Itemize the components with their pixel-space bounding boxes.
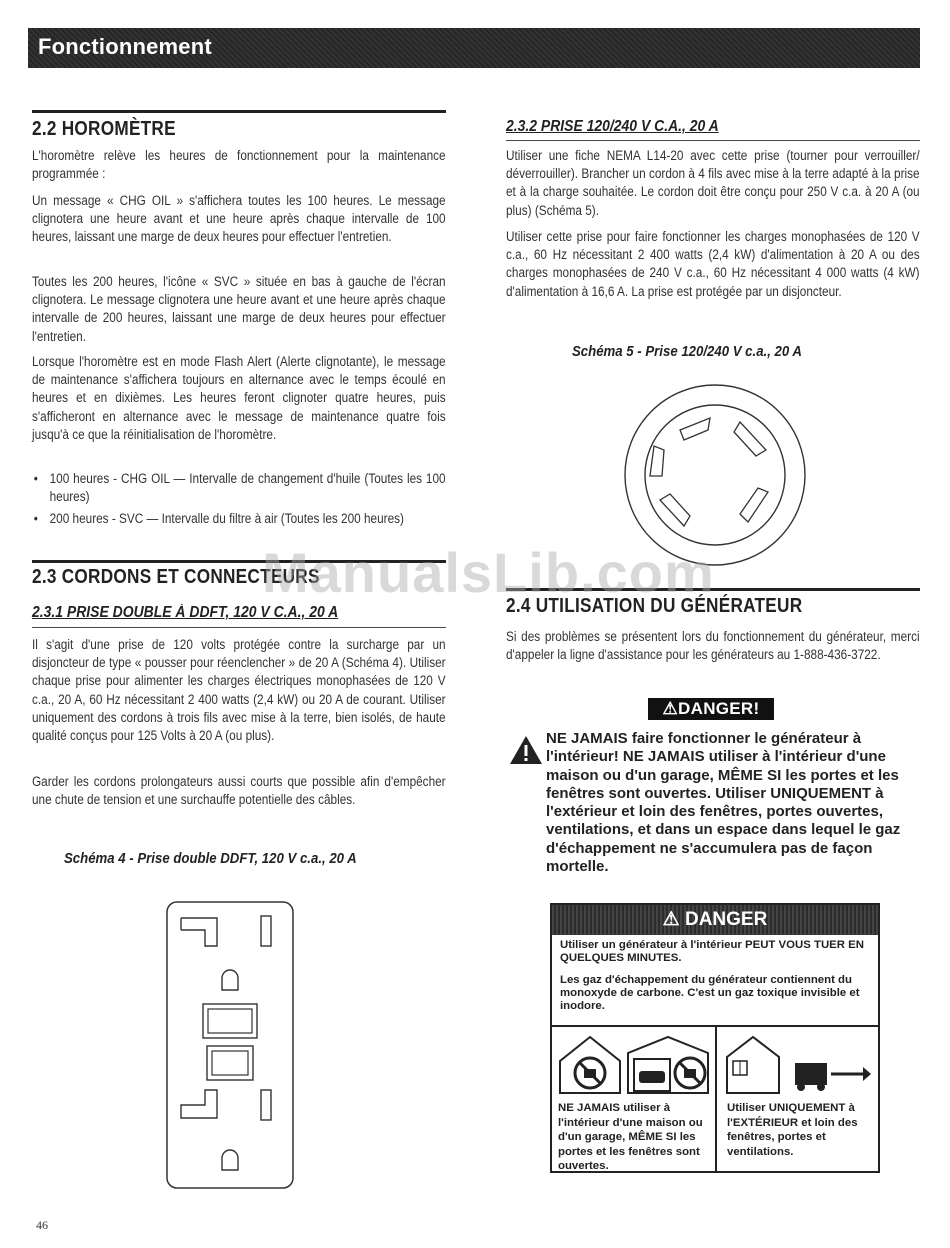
list-item: • 100 heures - CHG OIL — Intervalle de changement d'huile (Toutes les 100 heures) — [32, 470, 446, 506]
gfci-receptacle-figure — [165, 900, 295, 1190]
horometre-paragraph-3: Toutes les 200 heures, l'icône « SVC » située en bas à gauche de l'écran clignotera. Le message clignotera une heure avant et une heure après chaque intervalle de 200 heures, laissant une marge de deux heures pour effectuer l'entretien. — [32, 274, 446, 344]
outdoor-use-icon — [723, 1031, 873, 1097]
heading-horometre: 2.2 HOROMÈTRE — [32, 118, 176, 140]
danger-box-line-1: Utiliser un générateur à l'intérieur PEUT VOUS TUER EN QUELQUES MINUTES. — [560, 939, 864, 964]
watermark: ManualsLib.com — [262, 541, 715, 604]
section-rule — [32, 110, 446, 113]
subsection-rule — [506, 140, 920, 141]
subsection-rule — [32, 627, 446, 628]
danger-badge: ⚠DANGER! — [648, 698, 774, 720]
danger-box-body — [552, 935, 878, 1026]
heading-utilisation: 2.4 UTILISATION DU GÉNÉRATEUR — [506, 595, 803, 617]
subheading-prise-120-240: 2.3.2 PRISE 120/240 V C.A., 20 A — [506, 118, 719, 135]
prise-120-240-paragraph-2: Utiliser cette prise pour faire fonctionner les charges monophasées de 120 V c.a., 60 Hz nécessitant 2 400 watts (2,4 kW) d'alimentation à 20 A ou des charges monophasées de 240 V c.a., 60 Hz nécessitant 4 000 watts (4 kW) d'alimentation à 16,6 A. La prise est protégée par un disjoncteur. — [506, 229, 920, 299]
danger-box-title: ⚠ DANGER — [552, 905, 878, 935]
prise-double-paragraph-1: Il s'agit d'une prise de 120 volts protégée contre la surcharge par un disjoncteur de type « pousser pour réenclencher » de 20 A (Schéma 4). Utiliser chaque prise pour alimenter les charges électriques monophasées de 120 V c.a., 20 A, 60 Hz nécessitant 2 400 watts (2,4 kW) ou 20 A de courant. Utiliser uniquement des cordons à trois fils avec mise à la terre, bien isolés, de haute qualité conçus pour 125 Volts à 20 A (ou plus). — [32, 637, 446, 744]
danger-panel-indoor-text: NE JAMAIS utiliser à l'intérieur d'une maison ou d'un garage, MÊME SI les portes et les fenêtres sont ouvertes. — [558, 1102, 703, 1172]
horometre-paragraph-2: Un message « CHG OIL » s'affichera toutes les 100 heures. Le message clignotera une heure avant et une heure après chaque intervalle de 100 heures, laissant une marge de deux heures pour effectuer l'entretien. — [32, 193, 446, 245]
utilisation-paragraph: Si des problèmes se présentent lors du fonctionnement du générateur, merci d'appeler la ligne d'assistance pour les générateurs au 1-888-436-3722. — [506, 629, 920, 663]
list-item: • 200 heures - SVC — Intervalle du filtre à air (Toutes les 200 heures) — [32, 510, 446, 528]
schema-4-caption: Schéma 4 - Prise double DDFT, 120 V c.a., 20 A — [64, 850, 357, 867]
warning-triangle-icon — [508, 734, 544, 766]
schema-5-caption: Schéma 5 - Prise 120/240 V c.a., 20 A — [572, 343, 802, 360]
danger-panel-indoor — [552, 1027, 717, 1173]
page-number: 46 — [36, 1218, 48, 1232]
subheading-prise-double: 2.3.1 PRISE DOUBLE À DDFT, 120 V C.A., 20 A — [32, 604, 339, 621]
danger-box-panels — [552, 1025, 878, 1171]
danger-warning-text: NE JAMAIS faire fonctionner le générateur à l'intérieur! NE JAMAIS utiliser à l'intérieur d'une maison ou d'un garage, MÊME SI les portes et les fenêtres sont ouvertes. Utiliser UNIQUEMENT à l'extérieur et loin des fenêtres, portes ouvertes, ventilations, et dans un espace dans lequel le gaz d'échappement ne s'accumulera pas de façon mortelle. — [546, 730, 901, 876]
horometre-paragraph-1: L'horomètre relève les heures de fonctionnement pour la maintenance programmée : — [32, 148, 446, 182]
prise-double-paragraph-2: Garder les cordons prolongateurs aussi courts que possible afin d'empêcher une chute de tension et une surchauffe potentielle des câbles. — [32, 774, 446, 808]
danger-safety-label — [550, 903, 880, 1173]
heading-cordons: 2.3 CORDONS ET CONNECTEURS — [32, 566, 320, 588]
horometre-paragraph-4: Lorsque l'horomètre est en mode Flash Alert (Alerte clignotante), le message de maintenance s'affichera toujours en alternance avec le temps écoulé en heures et en dixièmes. Les heures feront clignoter quatre heures, puis s'afficheront en alternance avec le message de maintenance quatre fois jusqu'à ce que la réinitialisation de l'horomètre. — [32, 354, 446, 442]
section-header-bar — [28, 28, 920, 68]
maintenance-bullet-list — [32, 470, 446, 533]
danger-panel-outdoor-text: Utiliser UNIQUEMENT à l'EXTÉRIEUR et loin des fenêtres, portes et ventilations. — [727, 1102, 858, 1158]
prise-120-240-paragraph-1: Utiliser une fiche NEMA L14-20 avec cette prise (tourner pour verrouiller/ déverrouiller). Brancher un cordon à 4 fils avec mise à la terre adapté à la prise et à la charge souhaitée. Le cordon doit être conçu pour 250 V c.a. à 20 A (ou plus) (Schéma 5). — [506, 148, 920, 218]
no-indoor-use-icon — [556, 1031, 712, 1097]
danger-box-line-2: Les gaz d'échappement du générateur contiennent du monoxyde de carbone. C'est un gaz toxique invisible et inodore. — [560, 974, 860, 1012]
danger-panel-outdoor — [719, 1027, 878, 1173]
header-title: Fonctionnement — [38, 34, 212, 59]
